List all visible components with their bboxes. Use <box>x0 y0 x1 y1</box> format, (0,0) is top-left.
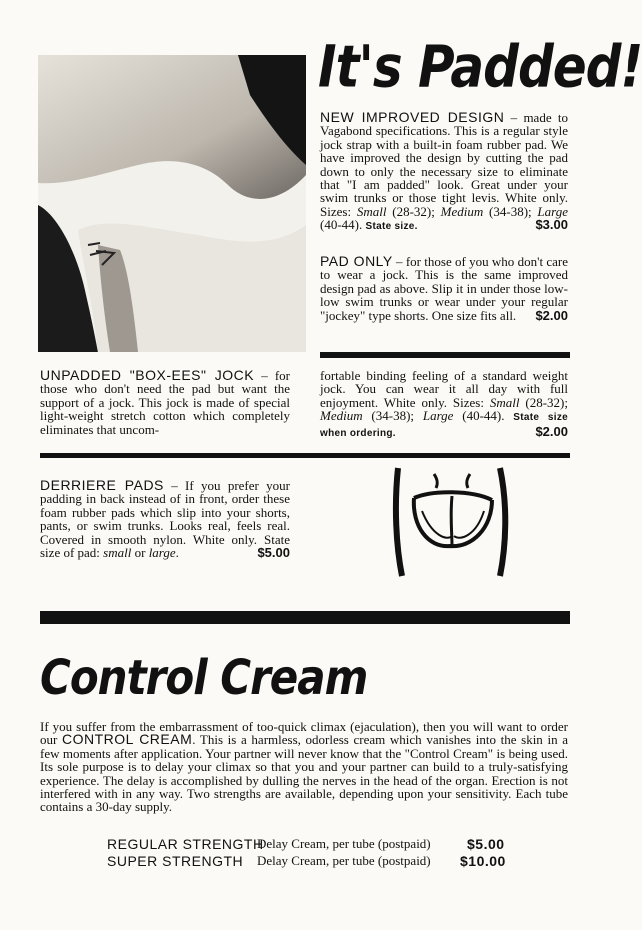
padded-size-small: Small <box>356 203 387 219</box>
unpadded-state: State size when ordering. <box>320 412 568 439</box>
super-strength-desc: Delay Cream, per tube (postpaid) <box>257 853 431 868</box>
derriere-description <box>40 479 290 559</box>
derriere-end: . <box>175 545 179 561</box>
control-body-rest: . This is a harmless, odorless cream which vanishes into the skin in a few moments after application. Your partner will never know that the "Control Cream" is being used. Its sole purpose is to delay your climax so that you and your partner can build to a truly-satisfying experience. The delay is accomplished by dulling the nerves in the head of the organ. Erection is not interfered with in any way. Two strengths are available, depending upon your sensitivity. Each tube contains a 30-day supply. <box>40 732 568 815</box>
padded-size-medium-range: (34-38); <box>483 203 532 219</box>
regular-strength-label: REGULAR STRENGTH <box>107 836 264 852</box>
unpadded-size-medium: Medium <box>320 408 363 424</box>
top-divider <box>320 352 570 358</box>
padded-price: $3.00 <box>535 217 568 233</box>
control-body-intro: If you suffer from the embarrassment of too-quick climax (ejaculation), then you will want to order our <box>40 719 568 748</box>
pad-only-body: – for those of you who don't care to wear a jock. This is the same improved design pad as above. Slip it in under those low-low swim trunks or wear under your regular "jockey" type shorts. One size fits all. <box>320 254 568 323</box>
padded-state: State size. <box>365 221 418 233</box>
padded-size-medium: Medium <box>440 203 484 219</box>
unpadded-size-medium-range: (34-38); <box>362 408 423 424</box>
derriere-small: small <box>103 545 132 561</box>
control-divider <box>40 611 570 624</box>
regular-strength-price: $5.00 <box>467 836 505 852</box>
control-description <box>40 720 568 814</box>
control-option-regular <box>107 836 537 852</box>
jock-photo <box>38 55 306 352</box>
pad-only-price: $2.00 <box>535 307 568 323</box>
unpadded-body-right: fortable binding feeling of a standard weight jock. You can wear it all day with full enjoyment. White only. Sizes: <box>320 368 568 410</box>
padded-body: – made to Vagabond specifications. This is a regular style jock strap with a built-in foam rubber pad. We have improved the design by cutting the pad down to only the necessary size to eliminate that "I am padded" look. Great under your swim trunks or those tight levis. White only. Sizes: <box>320 110 569 219</box>
regular-strength-desc: Delay Cream, per tube (postpaid) <box>257 836 431 851</box>
derriere-price: $5.00 <box>257 545 290 561</box>
control-title: Control Cream <box>40 649 368 706</box>
unpadded-size-large: Large <box>422 408 454 424</box>
padded-size-large: Large <box>537 203 568 219</box>
control-product: CONTROL CREAM <box>61 731 193 748</box>
padded-title: It's Padded! <box>318 33 642 101</box>
pad-only-description <box>320 255 568 322</box>
unpadded-heading: UNPADDED "BOX-EES" JOCK <box>40 367 255 383</box>
unpadded-size-small-range: (28-32); <box>519 394 568 410</box>
super-strength-price: $10.00 <box>460 853 506 869</box>
unpadded-size-large-range: (40-44). <box>462 408 514 424</box>
unpadded-left-column <box>40 369 290 436</box>
derriere-or: or <box>131 545 149 561</box>
derriere-large: large <box>148 545 176 561</box>
unpadded-price: $2.00 <box>535 423 568 439</box>
derriere-heading: DERRIERE PADS <box>40 477 164 493</box>
control-option-super <box>107 853 537 869</box>
derriere-illustration <box>392 466 512 578</box>
padded-size-large-range: (40-44). <box>320 217 366 233</box>
unpadded-right-column <box>320 369 568 440</box>
unpadded-size-small: Small <box>489 394 520 410</box>
super-strength-label: SUPER STRENGTH <box>107 853 244 869</box>
middle-divider <box>40 453 570 458</box>
padded-size-small-range: (28-32); <box>386 203 441 219</box>
derriere-body: – If you prefer your padding in back instead of in front, order these foam rubber pads which slip into your shorts, pants, or swim trunks. Looks real, feels real. Covered in smooth nylon. White only. State size of pad: <box>40 478 290 561</box>
pad-only-heading: PAD ONLY <box>320 253 393 269</box>
unpadded-body-left: – for those who don't need the pad but want the support of a jock. This jock is made of special light-weight stretch cotton which completely eliminates that uncom- <box>40 368 290 437</box>
padded-description <box>320 111 568 234</box>
padded-heading: NEW IMPROVED DESIGN <box>320 109 505 125</box>
